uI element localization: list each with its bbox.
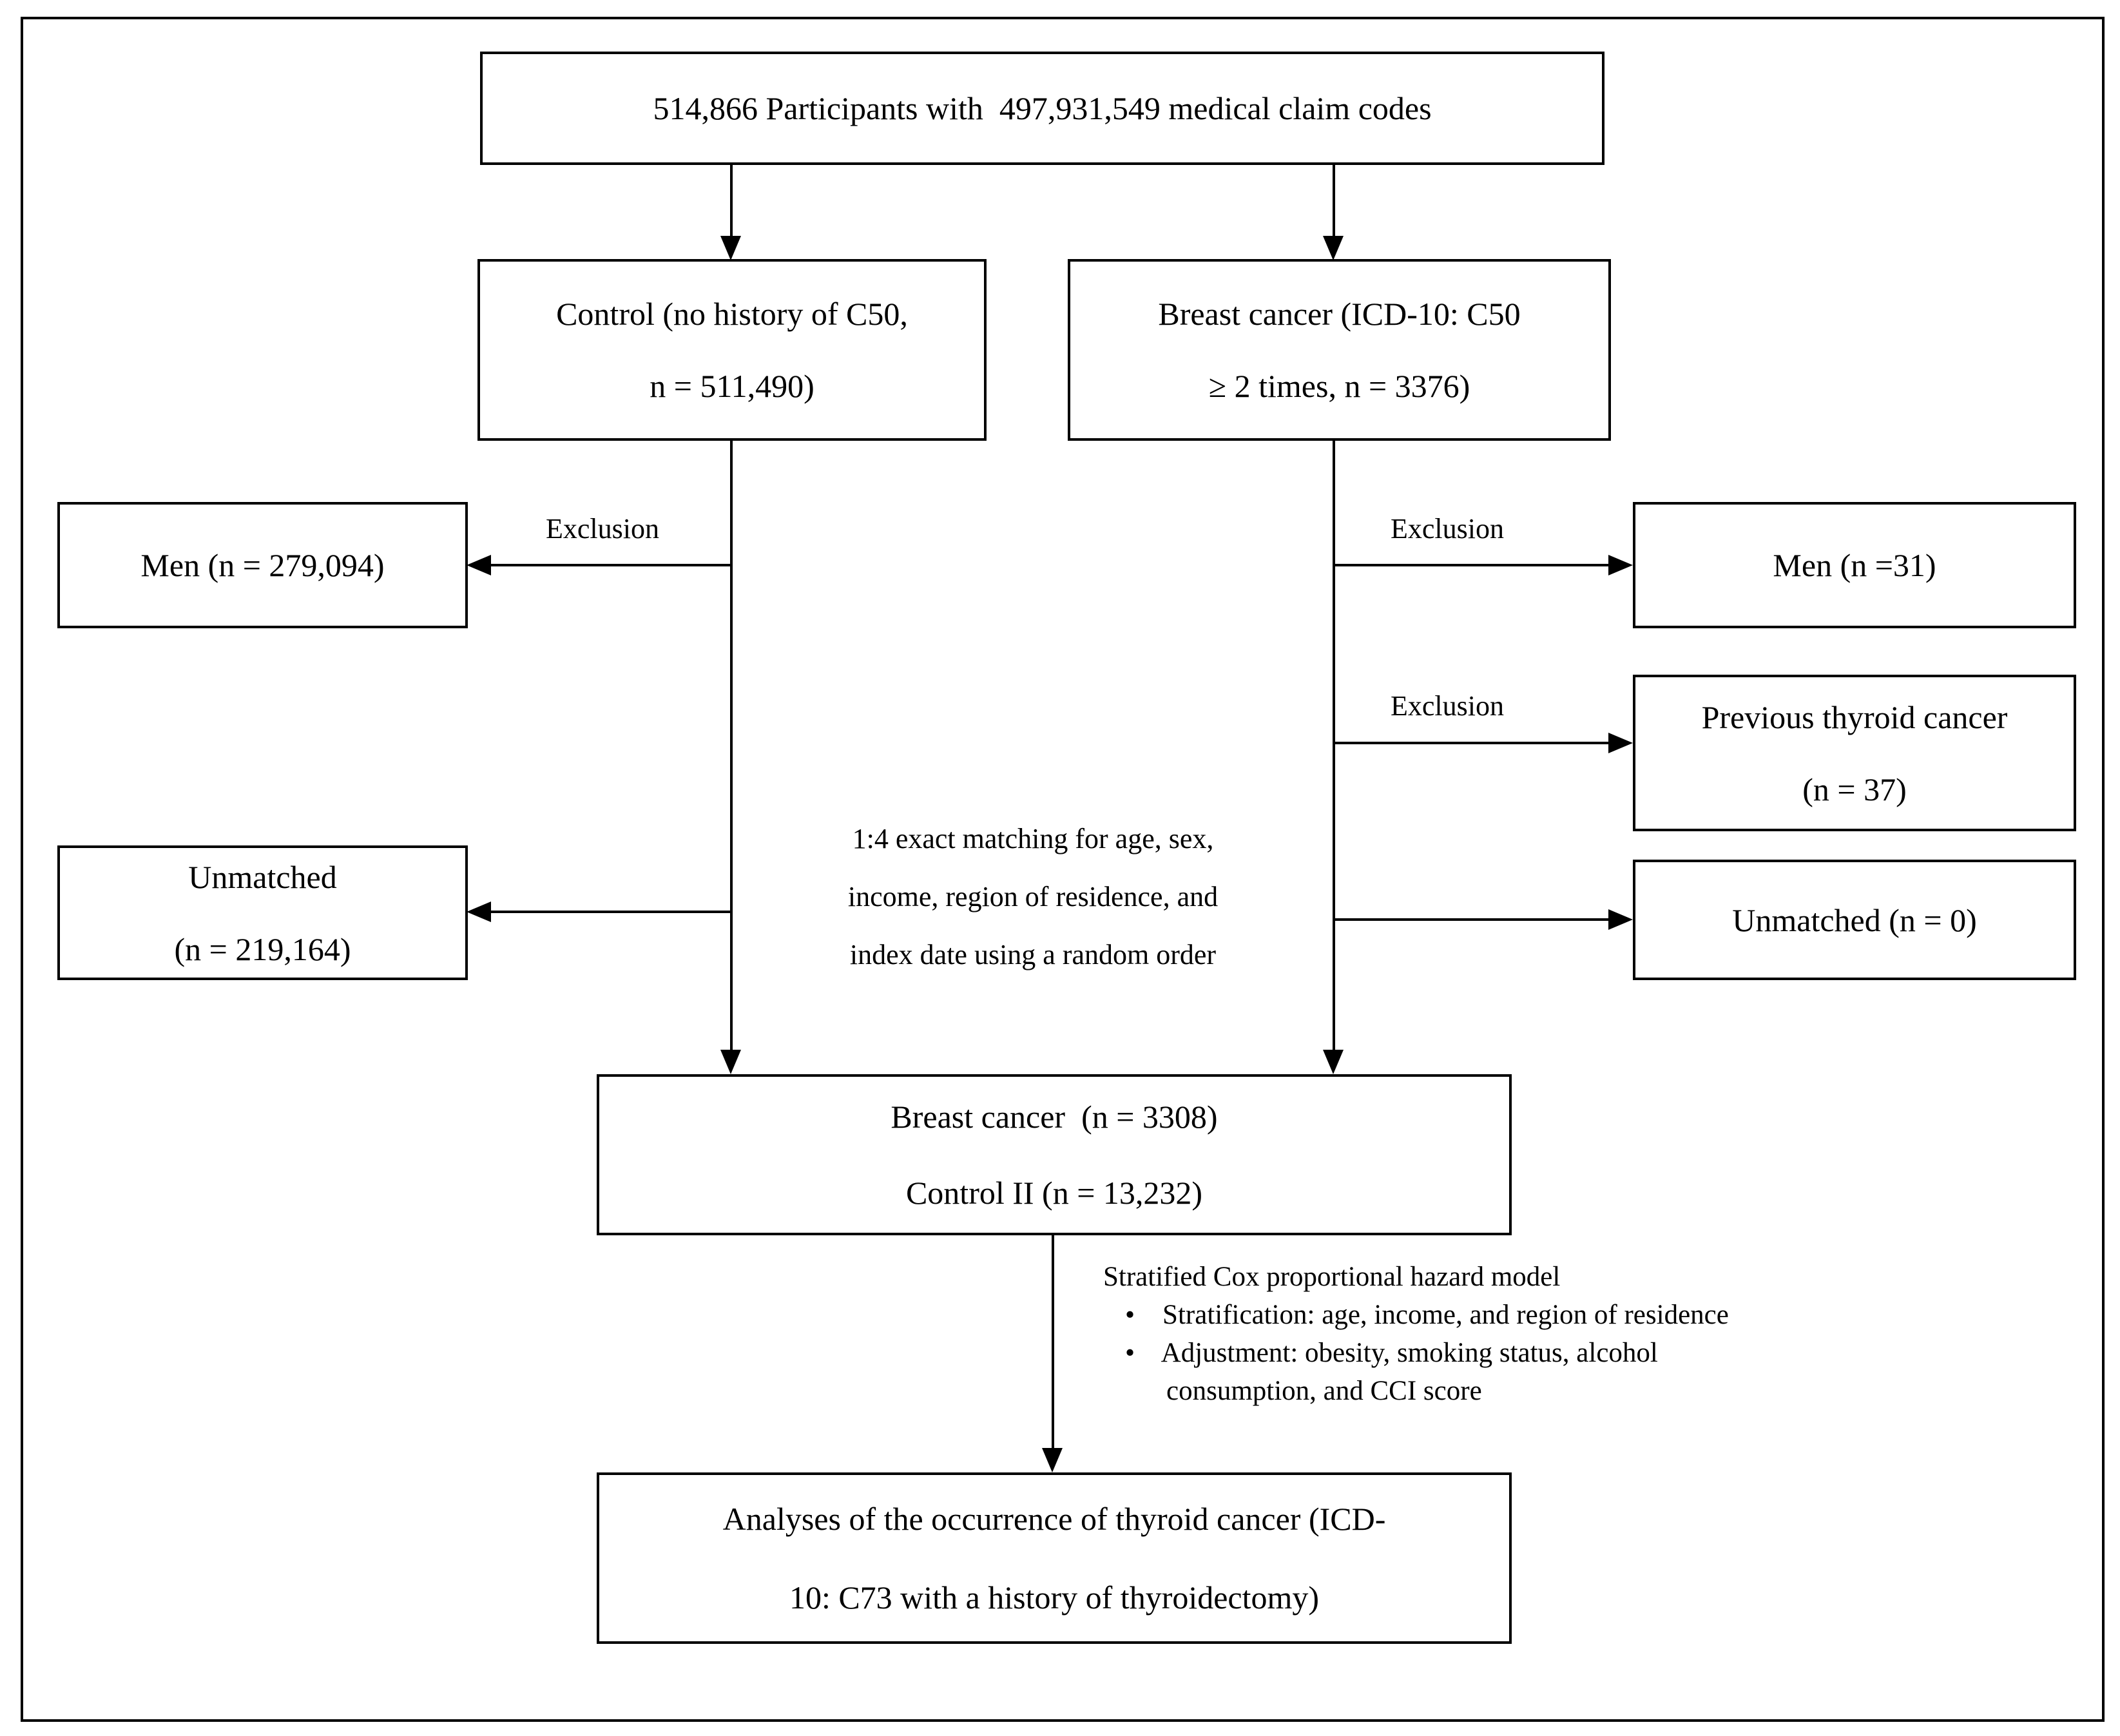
- men-excluded-control-box: [57, 502, 468, 628]
- arrow-line-control-to-unmatched: [491, 911, 731, 913]
- cox-model-note-bullet1: • Stratification: age, income, and region of residence: [1125, 1300, 1729, 1330]
- control-text-line2: n = 511,490): [650, 368, 814, 404]
- arrowhead-breast-to-thyroid: [1608, 733, 1633, 753]
- unmatched-control-text-line2: (n = 219,164): [174, 931, 351, 967]
- unmatched-cancer-text: Unmatched (n = 0): [1732, 902, 1977, 938]
- breast-cancer-text-line1: Breast cancer (ICD-10: C50: [1158, 296, 1521, 332]
- arrow-line-control-to-matched: [730, 441, 733, 1051]
- matched-cohort-box: [597, 1074, 1512, 1235]
- participants-text: 514,866 Participants with 497,931,549 medical claim codes: [653, 90, 1432, 126]
- analysis-text-line2: 10: C73 with a history of thyroidectomy): [789, 1579, 1320, 1615]
- breast-cancer-box: [1068, 259, 1611, 441]
- arrow-line-matched-to-analysis: [1052, 1235, 1054, 1448]
- arrow-line-top-to-breast: [1333, 165, 1335, 237]
- arrow-line-breast-to-thyroid: [1335, 742, 1608, 744]
- arrowhead-control-to-men: [467, 555, 491, 575]
- previous-thyroid-cancer-box: [1633, 675, 2076, 831]
- unmatched-control-text-line1: Unmatched: [188, 858, 337, 895]
- unmatched-cancer-box: [1633, 860, 2076, 980]
- arrowhead-top-to-control: [720, 236, 741, 260]
- cox-model-note-bullet2-cont: consumption, and CCI score: [1166, 1376, 1482, 1406]
- arrowhead-breast-to-men: [1608, 555, 1633, 575]
- matching-note-line1: 1:4 exact matching for age, sex,: [852, 823, 1214, 854]
- arrow-line-breast-to-matched: [1333, 441, 1335, 1051]
- matching-note-line3: index date using a random order: [849, 939, 1217, 970]
- matching-note: [801, 810, 1265, 984]
- control-text-line1: Control (no history of C50,: [556, 296, 908, 332]
- arrow-line-breast-to-men: [1335, 564, 1608, 566]
- exclusion-label-control: Exclusion: [546, 513, 659, 545]
- arrowhead-breast-to-unmatched: [1608, 909, 1633, 930]
- previous-thyroid-cancer-text-line2: (n = 37): [1802, 771, 1907, 807]
- matched-cohort-text-line2: Control II (n = 13,232): [905, 1175, 1203, 1211]
- matching-note-line2: income, region of residence, and: [847, 881, 1219, 912]
- cox-model-note-bullet2: • Adjustment: obesity, smoking status, alcohol: [1125, 1338, 1658, 1368]
- arrowhead-top-to-breast: [1323, 236, 1344, 260]
- analysis-text-line1: Analyses of the occurrence of thyroid cancer (ICD-: [722, 1501, 1386, 1537]
- control-box: [477, 259, 987, 441]
- breast-cancer-text-line2: ≥ 2 times, n = 3376): [1208, 368, 1470, 404]
- men-excluded-cancer-text: Men (n =31): [1773, 547, 1936, 583]
- arrowhead-control-to-unmatched: [467, 902, 491, 922]
- analysis-box: [597, 1472, 1512, 1644]
- arrow-line-control-to-men: [491, 564, 731, 566]
- arrowhead-control-to-matched: [720, 1050, 741, 1074]
- exclusion-label-cancer-thyroid: Exclusion: [1391, 690, 1504, 722]
- cox-model-note: [1103, 1258, 1729, 1410]
- men-excluded-control-text: Men (n = 279,094): [140, 547, 385, 583]
- participants-box: [480, 52, 1604, 165]
- arrow-line-breast-to-unmatched: [1335, 918, 1608, 921]
- matched-cohort-text-line1: Breast cancer (n = 3308): [891, 1099, 1218, 1135]
- exclusion-label-cancer-men: Exclusion: [1391, 513, 1504, 545]
- arrowhead-breast-to-matched: [1323, 1050, 1344, 1074]
- arrowhead-matched-to-analysis: [1042, 1448, 1063, 1472]
- men-excluded-cancer-box: [1633, 502, 2076, 628]
- unmatched-control-box: [57, 845, 468, 980]
- arrow-line-top-to-control: [730, 165, 733, 237]
- previous-thyroid-cancer-text-line1: Previous thyroid cancer: [1701, 699, 2008, 735]
- cox-model-note-line1: Stratified Cox proportional hazard model: [1103, 1262, 1561, 1292]
